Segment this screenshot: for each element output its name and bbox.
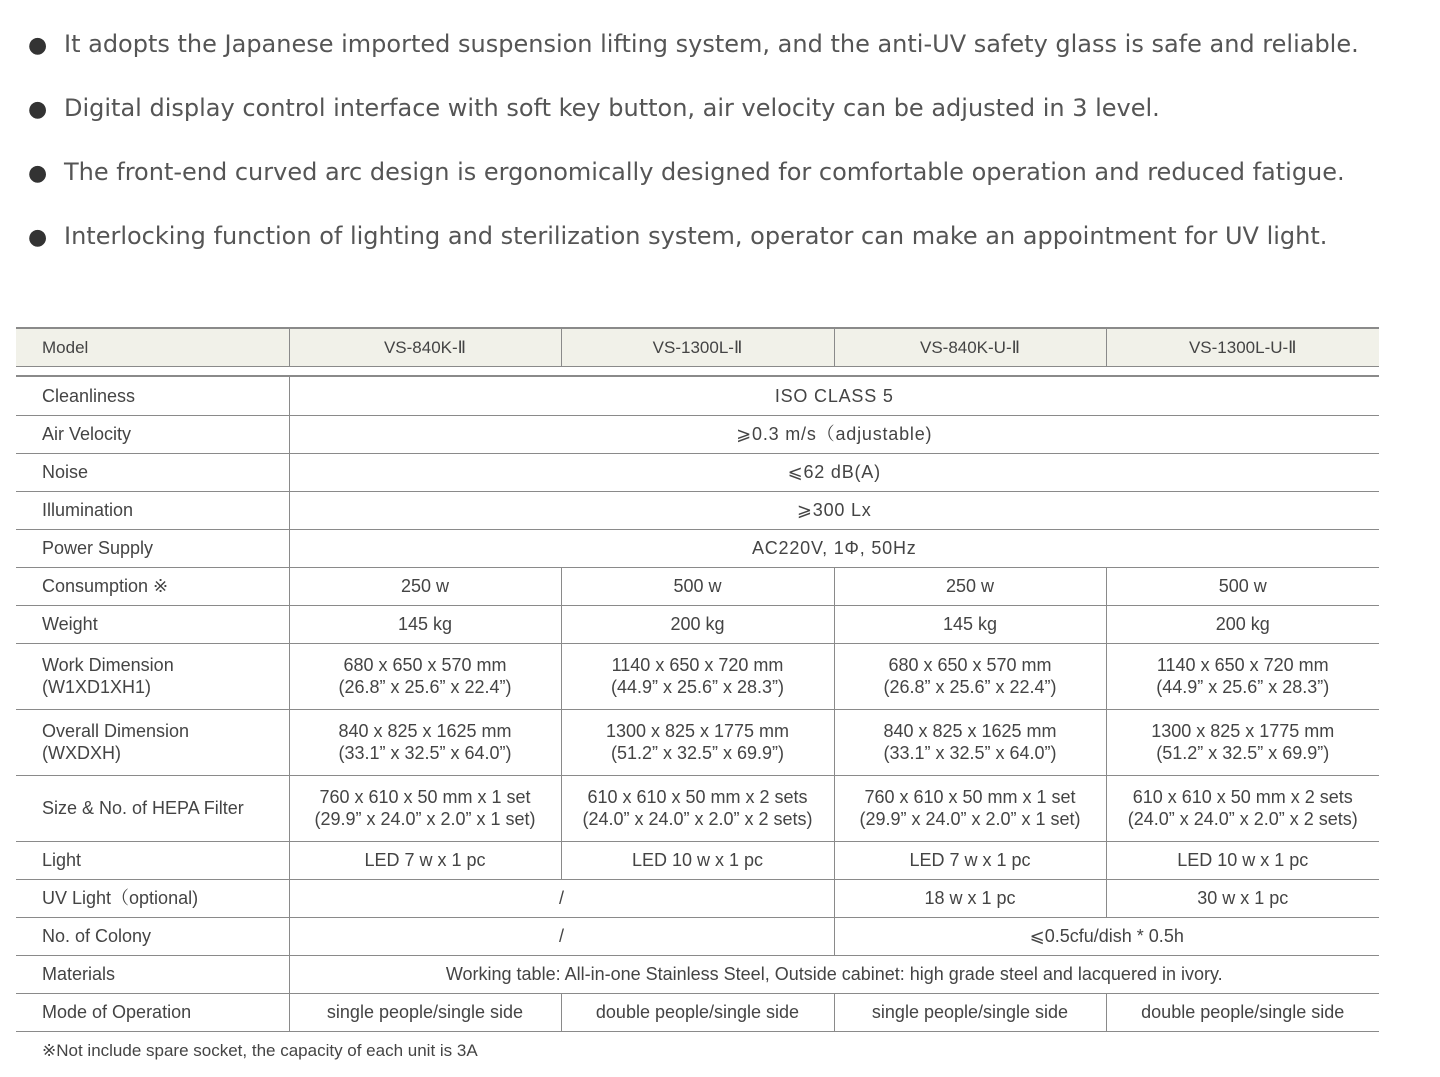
row-label-line: Overall Dimension [42,721,190,741]
cell-value: double people/single side [1106,993,1379,1031]
cell-value [561,709,834,775]
cell-value: ⩽62 dB(A) [289,453,1379,491]
cell-value [1106,775,1379,841]
cell-line: 1300 x 825 x 1775 mm [1151,721,1335,741]
cell-value: 250 w [289,567,561,605]
table-row [16,643,1379,709]
cell-value: AC220V, 1Φ, 50Hz [289,529,1379,567]
cell-value [289,775,561,841]
bullet-dot-icon: ● [28,161,48,186]
cell-line: 610 x 610 x 50 mm x 2 sets [1132,787,1353,807]
cell-line: (33.1” x 32.5” x 64.0”) [883,743,1057,763]
header-cell-model-2: VS-1300L-Ⅱ [561,328,834,367]
cell-line: (29.9” x 24.0” x 2.0” x 1 set) [859,809,1081,829]
feature-item [28,157,1345,189]
row-label [16,643,289,709]
cell-value [561,775,834,841]
table-row [16,415,1379,453]
row-label: Illumination [16,491,289,529]
table-row [16,709,1379,775]
cell-value: 200 kg [561,605,834,643]
bullet-dot-icon: ● [28,225,48,250]
footnote: ※Not include spare socket, the capacity of each unit is 3A [42,1041,478,1060]
row-label: Mode of Operation [16,993,289,1031]
header-cell-model-1: VS-840K-Ⅱ [289,328,561,367]
cell-line: 1140 x 650 x 720 mm [1156,655,1329,675]
cell-value [1106,709,1379,775]
row-label: Light [16,841,289,879]
cell-line: 680 x 650 x 570 mm [343,655,507,675]
table-row [16,879,1379,917]
row-label-line: (W1XD1XH1) [42,677,152,697]
cell-line: 680 x 650 x 570 mm [888,655,1052,675]
feature-text: Digital display control interface with soft key button, air velocity can be adjusted in 3 level. [64,94,1160,122]
row-label: Power Supply [16,529,289,567]
cell-value: double people/single side [561,993,834,1031]
feature-text: Interlocking function of lighting and sterilization system, operator can make an appointment for UV light. [64,222,1328,250]
row-label: Noise [16,453,289,491]
cell-line: (44.9” x 25.6” x 28.3”) [1156,677,1330,697]
cell-value: 250 w [834,567,1106,605]
cell-value: ⩾300 Lx [289,491,1379,529]
table-row [16,917,1379,955]
cell-value: ⩾0.3 m/s（adjustable) [289,415,1379,453]
header-cell-model-4: VS-1300L-U-Ⅱ [1106,328,1379,367]
row-label-line: (WXDXH) [42,743,121,763]
row-label: UV Light（optional) [16,879,289,917]
cell-value: LED 10 w x 1 pc [561,841,834,879]
cell-value [834,643,1106,709]
row-label-line: Work Dimension [42,655,174,675]
cell-value: LED 7 w x 1 pc [834,841,1106,879]
cell-value: Working table: All-in-one Stainless Steel, Outside cabinet: high grade steel and lacquered in ivory. [289,955,1379,993]
feature-item [28,221,1327,253]
header-cell-model-3: VS-840K-U-Ⅱ [834,328,1106,367]
cell-value: 30 w x 1 pc [1106,879,1379,917]
table-row [16,841,1379,879]
table-row [16,775,1379,841]
cell-line: (26.8” x 25.6” x 22.4”) [338,677,512,697]
spec-table [16,327,1379,1032]
cell-line: (26.8” x 25.6” x 22.4”) [883,677,1057,697]
cell-value [834,775,1106,841]
cell-line: (33.1” x 32.5” x 64.0”) [338,743,512,763]
cell-value: 18 w x 1 pc [834,879,1106,917]
cell-value [561,643,834,709]
row-label [16,709,289,775]
table-row [16,605,1379,643]
row-label: Cleanliness [16,376,289,415]
cell-value: LED 10 w x 1 pc [1106,841,1379,879]
cell-value [289,709,561,775]
cell-line: 840 x 825 x 1625 mm [883,721,1057,741]
cell-line: 1300 x 825 x 1775 mm [605,721,790,741]
cell-value: single people/single side [834,993,1106,1031]
table-row [16,491,1379,529]
cell-line: (51.2” x 32.5” x 69.9”) [610,743,785,763]
feature-item [28,93,1160,125]
cell-line: (51.2” x 32.5” x 69.9”) [1156,743,1330,763]
cell-value: 500 w [561,567,834,605]
cell-value [1106,643,1379,709]
bullet-dot-icon: ● [28,97,48,122]
header-divider [16,367,1379,377]
cell-value: 145 kg [289,605,561,643]
row-label: Weight [16,605,289,643]
cell-value: / [289,879,834,917]
feature-item [28,29,1359,61]
cell-line: (44.9” x 25.6” x 28.3”) [610,677,785,697]
row-label: No. of Colony [16,917,289,955]
cell-value: single people/single side [289,993,561,1031]
feature-text: It adopts the Japanese imported suspension lifting system, and the anti-UV safety glass is safe and reliable. [64,30,1359,58]
cell-line: 840 x 825 x 1625 mm [338,721,512,741]
row-label: Materials [16,955,289,993]
bullet-dot-icon: ● [28,33,48,58]
cell-value: 145 kg [834,605,1106,643]
cell-line: 610 x 610 x 50 mm x 2 sets [587,787,808,807]
cell-value: / [289,917,834,955]
header-cell-model: Model [16,328,289,367]
cell-value [834,709,1106,775]
table-row [16,567,1379,605]
table-row [16,453,1379,491]
cell-line: (29.9” x 24.0” x 2.0” x 1 set) [314,809,536,829]
row-label: Air Velocity [16,415,289,453]
cell-value: 200 kg [1106,605,1379,643]
table-row [16,955,1379,993]
cell-line: (24.0” x 24.0” x 2.0” x 2 sets) [1127,809,1358,829]
row-label: Consumption ※ [16,567,289,605]
cell-value [289,643,561,709]
row-label: Size & No. of HEPA Filter [16,775,289,841]
cell-line: 1140 x 650 x 720 mm [611,655,784,675]
cell-line: 760 x 610 x 50 mm x 1 set [319,787,531,807]
cell-line: (24.0” x 24.0” x 2.0” x 2 sets) [582,809,813,829]
table-row [16,993,1379,1031]
cell-value: 500 w [1106,567,1379,605]
table-row [16,529,1379,567]
cell-line: 760 x 610 x 50 mm x 1 set [864,787,1076,807]
table-header-row [16,328,1379,367]
cell-value: ISO CLASS 5 [289,376,1379,415]
feature-text: The front-end curved arc design is ergonomically designed for comfortable operation and reduced fatigue. [64,158,1345,186]
cell-value: ⩽0.5cfu/dish * 0.5h [834,917,1379,955]
table-row [16,376,1379,415]
cell-value: LED 7 w x 1 pc [289,841,561,879]
